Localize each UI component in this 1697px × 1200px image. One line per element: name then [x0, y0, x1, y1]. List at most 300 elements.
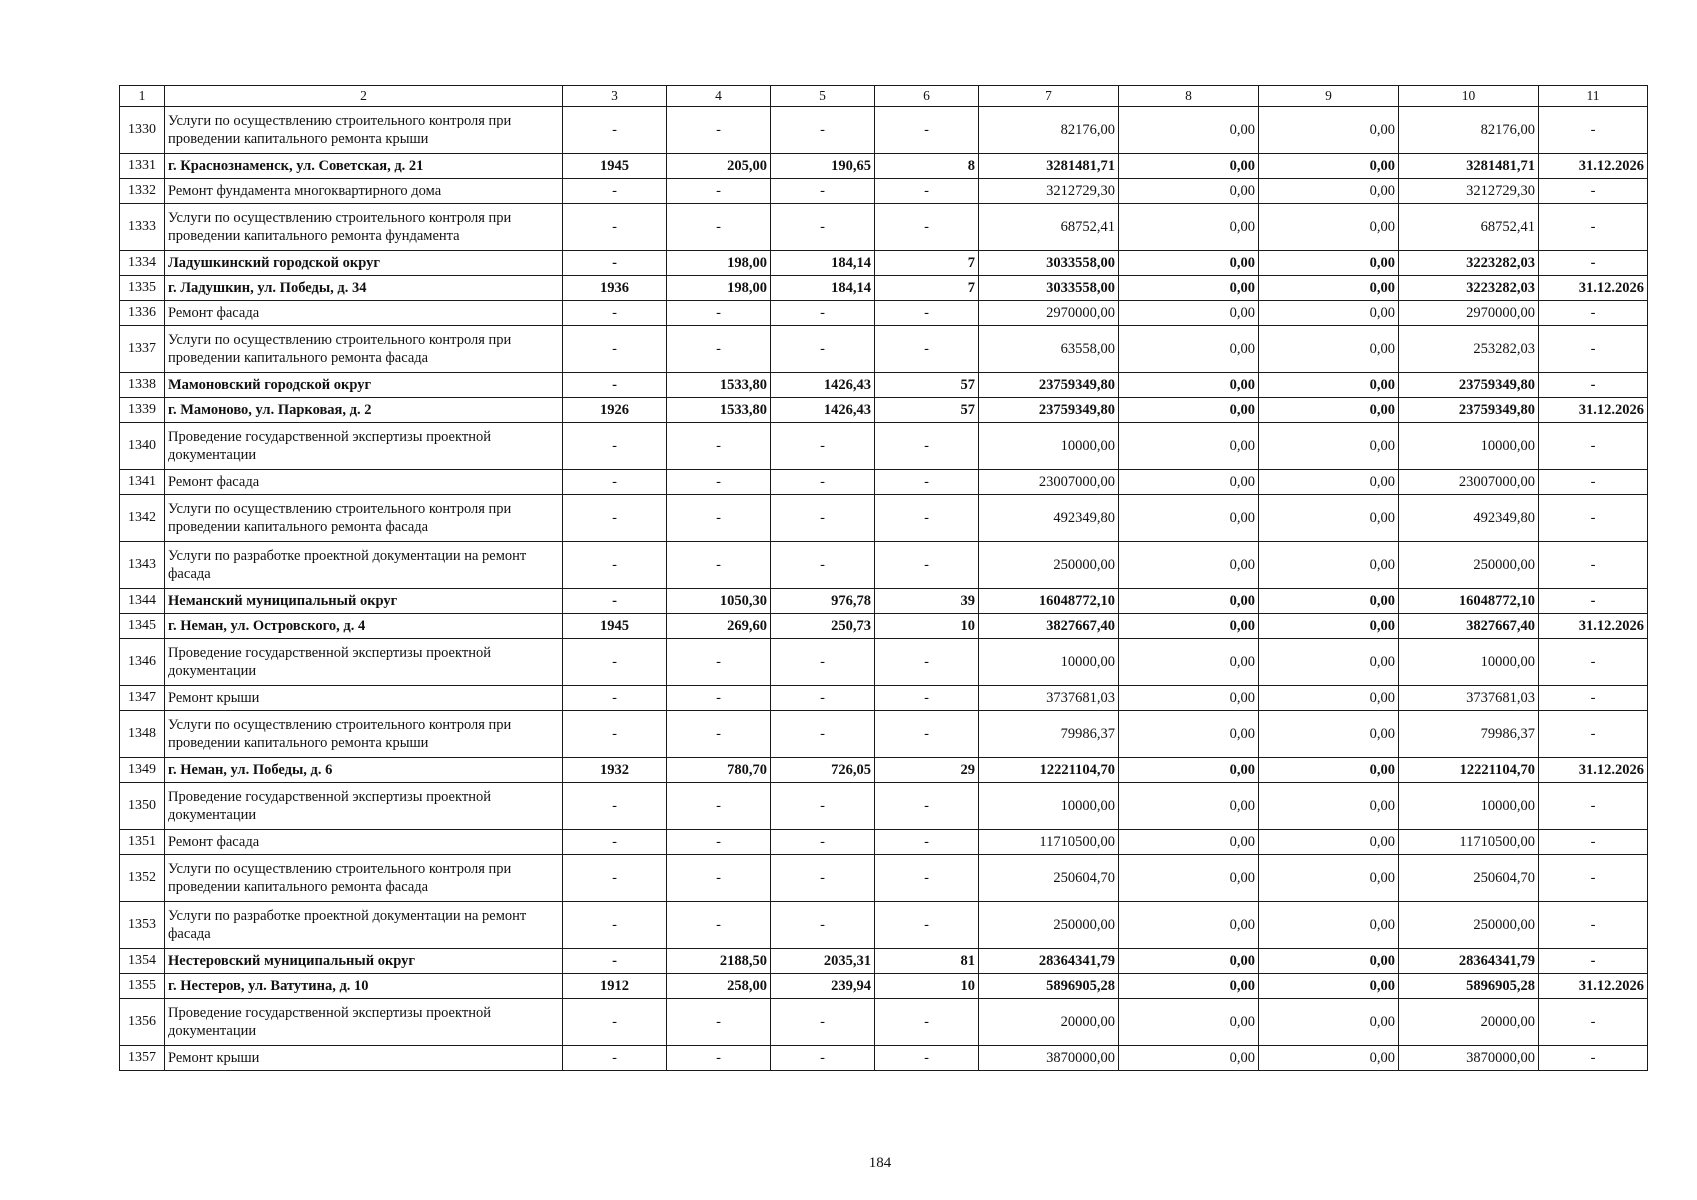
item-name-cell: Услуги по разработке проектной документации на ремонт фасада — [165, 542, 563, 589]
table-row — [120, 902, 1648, 949]
col10-value-cell: 20000,00 — [1399, 999, 1539, 1046]
residents-cell: 81 — [875, 949, 979, 974]
residents-cell: 7 — [875, 276, 979, 301]
row-number-cell: 1345 — [120, 614, 165, 639]
row-number-cell: 1354 — [120, 949, 165, 974]
col8-value-cell: 0,00 — [1119, 830, 1259, 855]
table-row — [120, 783, 1648, 830]
col9-value-cell: 0,00 — [1259, 830, 1399, 855]
row-number-cell: 1339 — [120, 398, 165, 423]
table-row — [120, 542, 1648, 589]
col10-value-cell: 23759349,80 — [1399, 373, 1539, 398]
total-area-cell: - — [667, 107, 771, 154]
row-number-cell: 1347 — [120, 686, 165, 711]
col10-value-cell: 3737681,03 — [1399, 686, 1539, 711]
col10-value-cell: 12221104,70 — [1399, 758, 1539, 783]
living-area-cell: - — [771, 639, 875, 686]
col9-value-cell: 0,00 — [1259, 276, 1399, 301]
total-cost-cell: 23759349,80 — [979, 373, 1119, 398]
row-number-cell: 1352 — [120, 855, 165, 902]
year-cell: - — [563, 711, 667, 758]
living-area-cell: - — [771, 711, 875, 758]
col8-value-cell: 0,00 — [1119, 276, 1259, 301]
col8-value-cell: 0,00 — [1119, 204, 1259, 251]
col9-value-cell: 0,00 — [1259, 470, 1399, 495]
total-cost-cell: 3870000,00 — [979, 1046, 1119, 1071]
year-cell: - — [563, 783, 667, 830]
total-cost-cell: 250000,00 — [979, 902, 1119, 949]
item-name-cell: Проведение государственной экспертизы проектной документации — [165, 999, 563, 1046]
total-area-cell: 780,70 — [667, 758, 771, 783]
table-row — [120, 758, 1648, 783]
total-area-cell: - — [667, 423, 771, 470]
item-name-cell: г. Мамоново, ул. Парковая, д. 2 — [165, 398, 563, 423]
item-name-cell: Услуги по осуществлению строительного контроля при проведении капитального ремонта крыши — [165, 711, 563, 758]
col10-value-cell: 3212729,30 — [1399, 179, 1539, 204]
year-cell: 1932 — [563, 758, 667, 783]
living-area-cell: - — [771, 301, 875, 326]
living-area-cell: 1426,43 — [771, 398, 875, 423]
total-cost-cell: 5896905,28 — [979, 974, 1119, 999]
total-cost-cell: 68752,41 — [979, 204, 1119, 251]
living-area-cell: - — [771, 179, 875, 204]
col9-value-cell: 0,00 — [1259, 758, 1399, 783]
row-number-cell: 1340 — [120, 423, 165, 470]
row-number-cell: 1335 — [120, 276, 165, 301]
col9-value-cell: 0,00 — [1259, 204, 1399, 251]
col8-value-cell: 0,00 — [1119, 301, 1259, 326]
residents-cell: 7 — [875, 251, 979, 276]
col8-value-cell: 0,00 — [1119, 1046, 1259, 1071]
col10-value-cell: 250000,00 — [1399, 542, 1539, 589]
item-name-cell: Проведение государственной экспертизы проектной документации — [165, 423, 563, 470]
table-row — [120, 589, 1648, 614]
column-number: 4 — [667, 86, 771, 107]
item-name-cell: Услуги по осуществлению строительного контроля при проведении капитального ремонта фасада — [165, 495, 563, 542]
completion-date-cell: - — [1539, 783, 1648, 830]
living-area-cell: - — [771, 783, 875, 830]
residents-cell: 57 — [875, 398, 979, 423]
col9-value-cell: 0,00 — [1259, 107, 1399, 154]
col10-value-cell: 82176,00 — [1399, 107, 1539, 154]
living-area-cell: - — [771, 855, 875, 902]
completion-date-cell: - — [1539, 902, 1648, 949]
residents-cell: - — [875, 204, 979, 251]
table-row — [120, 999, 1648, 1046]
living-area-cell: - — [771, 542, 875, 589]
row-number-cell: 1341 — [120, 470, 165, 495]
row-number-cell: 1356 — [120, 999, 165, 1046]
total-cost-cell: 250000,00 — [979, 542, 1119, 589]
completion-date-cell: 31.12.2026 — [1539, 974, 1648, 999]
col8-value-cell: 0,00 — [1119, 974, 1259, 999]
total-area-cell: - — [667, 301, 771, 326]
table-body — [120, 86, 1648, 1071]
item-name-cell: г. Неман, ул. Победы, д. 6 — [165, 758, 563, 783]
table-row — [120, 949, 1648, 974]
living-area-cell: - — [771, 326, 875, 373]
col10-value-cell: 68752,41 — [1399, 204, 1539, 251]
total-area-cell: - — [667, 855, 771, 902]
total-cost-cell: 82176,00 — [979, 107, 1119, 154]
year-cell: - — [563, 373, 667, 398]
col10-value-cell: 3870000,00 — [1399, 1046, 1539, 1071]
year-cell: - — [563, 326, 667, 373]
total-area-cell: 1050,30 — [667, 589, 771, 614]
completion-date-cell: - — [1539, 179, 1648, 204]
col9-value-cell: 0,00 — [1259, 949, 1399, 974]
completion-date-cell: - — [1539, 107, 1648, 154]
living-area-cell: - — [771, 686, 875, 711]
table-row — [120, 855, 1648, 902]
total-cost-cell: 10000,00 — [979, 639, 1119, 686]
col9-value-cell: 0,00 — [1259, 301, 1399, 326]
row-number-cell: 1338 — [120, 373, 165, 398]
year-cell: - — [563, 902, 667, 949]
completion-date-cell: - — [1539, 495, 1648, 542]
col10-value-cell: 3281481,71 — [1399, 154, 1539, 179]
table-row — [120, 276, 1648, 301]
table-row — [120, 686, 1648, 711]
table-row — [120, 423, 1648, 470]
living-area-cell: - — [771, 107, 875, 154]
col9-value-cell: 0,00 — [1259, 542, 1399, 589]
living-area-cell: - — [771, 470, 875, 495]
col10-value-cell: 23759349,80 — [1399, 398, 1539, 423]
col8-value-cell: 0,00 — [1119, 179, 1259, 204]
column-number: 8 — [1119, 86, 1259, 107]
total-cost-cell: 16048772,10 — [979, 589, 1119, 614]
residents-cell: - — [875, 711, 979, 758]
row-number-cell: 1350 — [120, 783, 165, 830]
residents-cell: 8 — [875, 154, 979, 179]
year-cell: - — [563, 1046, 667, 1071]
col10-value-cell: 5896905,28 — [1399, 974, 1539, 999]
total-cost-cell: 11710500,00 — [979, 830, 1119, 855]
row-number-cell: 1342 — [120, 495, 165, 542]
item-name-cell: Неманский муниципальный округ — [165, 589, 563, 614]
total-cost-cell: 20000,00 — [979, 999, 1119, 1046]
completion-date-cell: - — [1539, 423, 1648, 470]
table-row — [120, 1046, 1648, 1071]
col8-value-cell: 0,00 — [1119, 949, 1259, 974]
total-area-cell: 2188,50 — [667, 949, 771, 974]
total-cost-cell: 63558,00 — [979, 326, 1119, 373]
completion-date-cell: - — [1539, 470, 1648, 495]
year-cell: - — [563, 589, 667, 614]
row-number-cell: 1346 — [120, 639, 165, 686]
row-number-cell: 1332 — [120, 179, 165, 204]
year-cell: 1945 — [563, 614, 667, 639]
col9-value-cell: 0,00 — [1259, 179, 1399, 204]
col8-value-cell: 0,00 — [1119, 855, 1259, 902]
row-number-cell: 1348 — [120, 711, 165, 758]
total-area-cell: - — [667, 830, 771, 855]
col9-value-cell: 0,00 — [1259, 686, 1399, 711]
col10-value-cell: 10000,00 — [1399, 783, 1539, 830]
completion-date-cell: - — [1539, 542, 1648, 589]
completion-date-cell: 31.12.2026 — [1539, 154, 1648, 179]
residents-cell: - — [875, 179, 979, 204]
table-row — [120, 639, 1648, 686]
total-cost-cell: 79986,37 — [979, 711, 1119, 758]
col8-value-cell: 0,00 — [1119, 423, 1259, 470]
col8-value-cell: 0,00 — [1119, 495, 1259, 542]
living-area-cell: 976,78 — [771, 589, 875, 614]
col8-value-cell: 0,00 — [1119, 686, 1259, 711]
col10-value-cell: 11710500,00 — [1399, 830, 1539, 855]
item-name-cell: Мамоновский городской округ — [165, 373, 563, 398]
total-cost-cell: 10000,00 — [979, 423, 1119, 470]
row-number-cell: 1349 — [120, 758, 165, 783]
total-cost-cell: 28364341,79 — [979, 949, 1119, 974]
col8-value-cell: 0,00 — [1119, 711, 1259, 758]
item-name-cell: Ремонт фасада — [165, 301, 563, 326]
total-cost-cell: 3737681,03 — [979, 686, 1119, 711]
total-area-cell: 1533,80 — [667, 373, 771, 398]
col9-value-cell: 0,00 — [1259, 999, 1399, 1046]
column-number: 7 — [979, 86, 1119, 107]
table-row — [120, 495, 1648, 542]
completion-date-cell: - — [1539, 855, 1648, 902]
col10-value-cell: 2970000,00 — [1399, 301, 1539, 326]
living-area-cell: 2035,31 — [771, 949, 875, 974]
col8-value-cell: 0,00 — [1119, 902, 1259, 949]
living-area-cell: - — [771, 495, 875, 542]
item-name-cell: Ремонт фасада — [165, 470, 563, 495]
row-number-cell: 1353 — [120, 902, 165, 949]
total-area-cell: - — [667, 542, 771, 589]
year-cell: - — [563, 949, 667, 974]
total-area-cell: - — [667, 495, 771, 542]
total-area-cell: 269,60 — [667, 614, 771, 639]
item-name-cell: Ладушкинский городской округ — [165, 251, 563, 276]
item-name-cell: Нестеровский муниципальный округ — [165, 949, 563, 974]
col8-value-cell: 0,00 — [1119, 783, 1259, 830]
residents-cell: - — [875, 495, 979, 542]
living-area-cell: - — [771, 423, 875, 470]
col8-value-cell: 0,00 — [1119, 542, 1259, 589]
total-cost-cell: 3827667,40 — [979, 614, 1119, 639]
completion-date-cell: - — [1539, 999, 1648, 1046]
year-cell: - — [563, 301, 667, 326]
item-name-cell: г. Краснознаменск, ул. Советская, д. 21 — [165, 154, 563, 179]
year-cell: - — [563, 495, 667, 542]
repair-program-table — [119, 85, 1648, 1071]
col10-value-cell: 253282,03 — [1399, 326, 1539, 373]
col10-value-cell: 250604,70 — [1399, 855, 1539, 902]
col10-value-cell: 79986,37 — [1399, 711, 1539, 758]
residents-cell: - — [875, 301, 979, 326]
col8-value-cell: 0,00 — [1119, 326, 1259, 373]
living-area-cell: 239,94 — [771, 974, 875, 999]
col10-value-cell: 16048772,10 — [1399, 589, 1539, 614]
col8-value-cell: 0,00 — [1119, 154, 1259, 179]
residents-cell: - — [875, 1046, 979, 1071]
col8-value-cell: 0,00 — [1119, 398, 1259, 423]
residents-cell: - — [875, 902, 979, 949]
total-cost-cell: 23007000,00 — [979, 470, 1119, 495]
col9-value-cell: 0,00 — [1259, 154, 1399, 179]
col10-value-cell: 492349,80 — [1399, 495, 1539, 542]
column-number: 6 — [875, 86, 979, 107]
column-number: 1 — [120, 86, 165, 107]
total-area-cell: - — [667, 711, 771, 758]
row-number-cell: 1334 — [120, 251, 165, 276]
living-area-cell: - — [771, 999, 875, 1046]
residents-cell: 10 — [875, 974, 979, 999]
col9-value-cell: 0,00 — [1259, 423, 1399, 470]
total-area-cell: - — [667, 783, 771, 830]
table-row — [120, 154, 1648, 179]
col9-value-cell: 0,00 — [1259, 783, 1399, 830]
year-cell: - — [563, 830, 667, 855]
table-row — [120, 974, 1648, 999]
table-row — [120, 398, 1648, 423]
col10-value-cell: 23007000,00 — [1399, 470, 1539, 495]
completion-date-cell: - — [1539, 711, 1648, 758]
column-number: 11 — [1539, 86, 1648, 107]
total-area-cell: 1533,80 — [667, 398, 771, 423]
total-area-cell: - — [667, 999, 771, 1046]
completion-date-cell: 31.12.2026 — [1539, 758, 1648, 783]
col8-value-cell: 0,00 — [1119, 107, 1259, 154]
col9-value-cell: 0,00 — [1259, 639, 1399, 686]
residents-cell: 29 — [875, 758, 979, 783]
completion-date-cell: 31.12.2026 — [1539, 398, 1648, 423]
row-number-cell: 1355 — [120, 974, 165, 999]
living-area-cell: 184,14 — [771, 251, 875, 276]
residents-cell: - — [875, 783, 979, 830]
col9-value-cell: 0,00 — [1259, 251, 1399, 276]
col8-value-cell: 0,00 — [1119, 589, 1259, 614]
item-name-cell: Услуги по осуществлению строительного контроля при проведении капитального ремонта фасада — [165, 326, 563, 373]
col9-value-cell: 0,00 — [1259, 902, 1399, 949]
total-area-cell: - — [667, 1046, 771, 1071]
year-cell: - — [563, 251, 667, 276]
total-area-cell: 258,00 — [667, 974, 771, 999]
completion-date-cell: - — [1539, 326, 1648, 373]
row-number-cell: 1343 — [120, 542, 165, 589]
col9-value-cell: 0,00 — [1259, 373, 1399, 398]
col9-value-cell: 0,00 — [1259, 495, 1399, 542]
year-cell: 1912 — [563, 974, 667, 999]
row-number-cell: 1330 — [120, 107, 165, 154]
row-number-cell: 1337 — [120, 326, 165, 373]
completion-date-cell: - — [1539, 251, 1648, 276]
col9-value-cell: 0,00 — [1259, 398, 1399, 423]
residents-cell: 57 — [875, 373, 979, 398]
living-area-cell: 726,05 — [771, 758, 875, 783]
total-area-cell: - — [667, 902, 771, 949]
year-cell: - — [563, 107, 667, 154]
item-name-cell: г. Неман, ул. Островского, д. 4 — [165, 614, 563, 639]
total-cost-cell: 3212729,30 — [979, 179, 1119, 204]
item-name-cell: Услуги по осуществлению строительного контроля при проведении капитального ремонта фасада — [165, 855, 563, 902]
total-area-cell: - — [667, 639, 771, 686]
year-cell: 1936 — [563, 276, 667, 301]
col9-value-cell: 0,00 — [1259, 855, 1399, 902]
column-number: 3 — [563, 86, 667, 107]
year-cell: - — [563, 855, 667, 902]
col10-value-cell: 10000,00 — [1399, 639, 1539, 686]
item-name-cell: Услуги по осуществлению строительного контроля при проведении капитального ремонта фундамента — [165, 204, 563, 251]
col8-value-cell: 0,00 — [1119, 999, 1259, 1046]
completion-date-cell: - — [1539, 1046, 1648, 1071]
column-number: 5 — [771, 86, 875, 107]
total-area-cell: - — [667, 204, 771, 251]
year-cell: - — [563, 542, 667, 589]
column-number-row — [120, 86, 1648, 107]
year-cell: 1945 — [563, 154, 667, 179]
item-name-cell: г. Ладушкин, ул. Победы, д. 34 — [165, 276, 563, 301]
year-cell: - — [563, 639, 667, 686]
row-number-cell: 1344 — [120, 589, 165, 614]
residents-cell: - — [875, 107, 979, 154]
item-name-cell: Ремонт фасада — [165, 830, 563, 855]
col9-value-cell: 0,00 — [1259, 711, 1399, 758]
col10-value-cell: 3223282,03 — [1399, 251, 1539, 276]
year-cell: - — [563, 204, 667, 251]
total-cost-cell: 12221104,70 — [979, 758, 1119, 783]
total-cost-cell: 2970000,00 — [979, 301, 1119, 326]
col8-value-cell: 0,00 — [1119, 251, 1259, 276]
completion-date-cell: - — [1539, 373, 1648, 398]
total-cost-cell: 3033558,00 — [979, 251, 1119, 276]
col8-value-cell: 0,00 — [1119, 614, 1259, 639]
table-row — [120, 470, 1648, 495]
item-name-cell: Услуги по разработке проектной документации на ремонт фасада — [165, 902, 563, 949]
col8-value-cell: 0,00 — [1119, 470, 1259, 495]
col10-value-cell: 250000,00 — [1399, 902, 1539, 949]
completion-date-cell: - — [1539, 830, 1648, 855]
page-number: 184 — [868, 1155, 892, 1171]
col8-value-cell: 0,00 — [1119, 758, 1259, 783]
total-area-cell: - — [667, 326, 771, 373]
living-area-cell: 190,65 — [771, 154, 875, 179]
completion-date-cell: 31.12.2026 — [1539, 614, 1648, 639]
column-number: 10 — [1399, 86, 1539, 107]
col9-value-cell: 0,00 — [1259, 614, 1399, 639]
living-area-cell: - — [771, 1046, 875, 1071]
residents-cell: 10 — [875, 614, 979, 639]
total-cost-cell: 3281481,71 — [979, 154, 1119, 179]
table-row — [120, 614, 1648, 639]
col9-value-cell: 0,00 — [1259, 974, 1399, 999]
row-number-cell: 1331 — [120, 154, 165, 179]
residents-cell: - — [875, 423, 979, 470]
col10-value-cell: 10000,00 — [1399, 423, 1539, 470]
residents-cell: - — [875, 326, 979, 373]
col9-value-cell: 0,00 — [1259, 326, 1399, 373]
residents-cell: - — [875, 686, 979, 711]
residents-cell: - — [875, 542, 979, 589]
completion-date-cell: - — [1539, 589, 1648, 614]
year-cell: - — [563, 999, 667, 1046]
table-row — [120, 830, 1648, 855]
residents-cell: - — [875, 639, 979, 686]
total-area-cell: 198,00 — [667, 276, 771, 301]
year-cell: 1926 — [563, 398, 667, 423]
year-cell: - — [563, 179, 667, 204]
item-name-cell: Услуги по осуществлению строительного контроля при проведении капитального ремонта крыши — [165, 107, 563, 154]
total-area-cell: 198,00 — [667, 251, 771, 276]
living-area-cell: 250,73 — [771, 614, 875, 639]
col10-value-cell: 28364341,79 — [1399, 949, 1539, 974]
row-number-cell: 1336 — [120, 301, 165, 326]
item-name-cell: Проведение государственной экспертизы проектной документации — [165, 783, 563, 830]
table-row — [120, 711, 1648, 758]
